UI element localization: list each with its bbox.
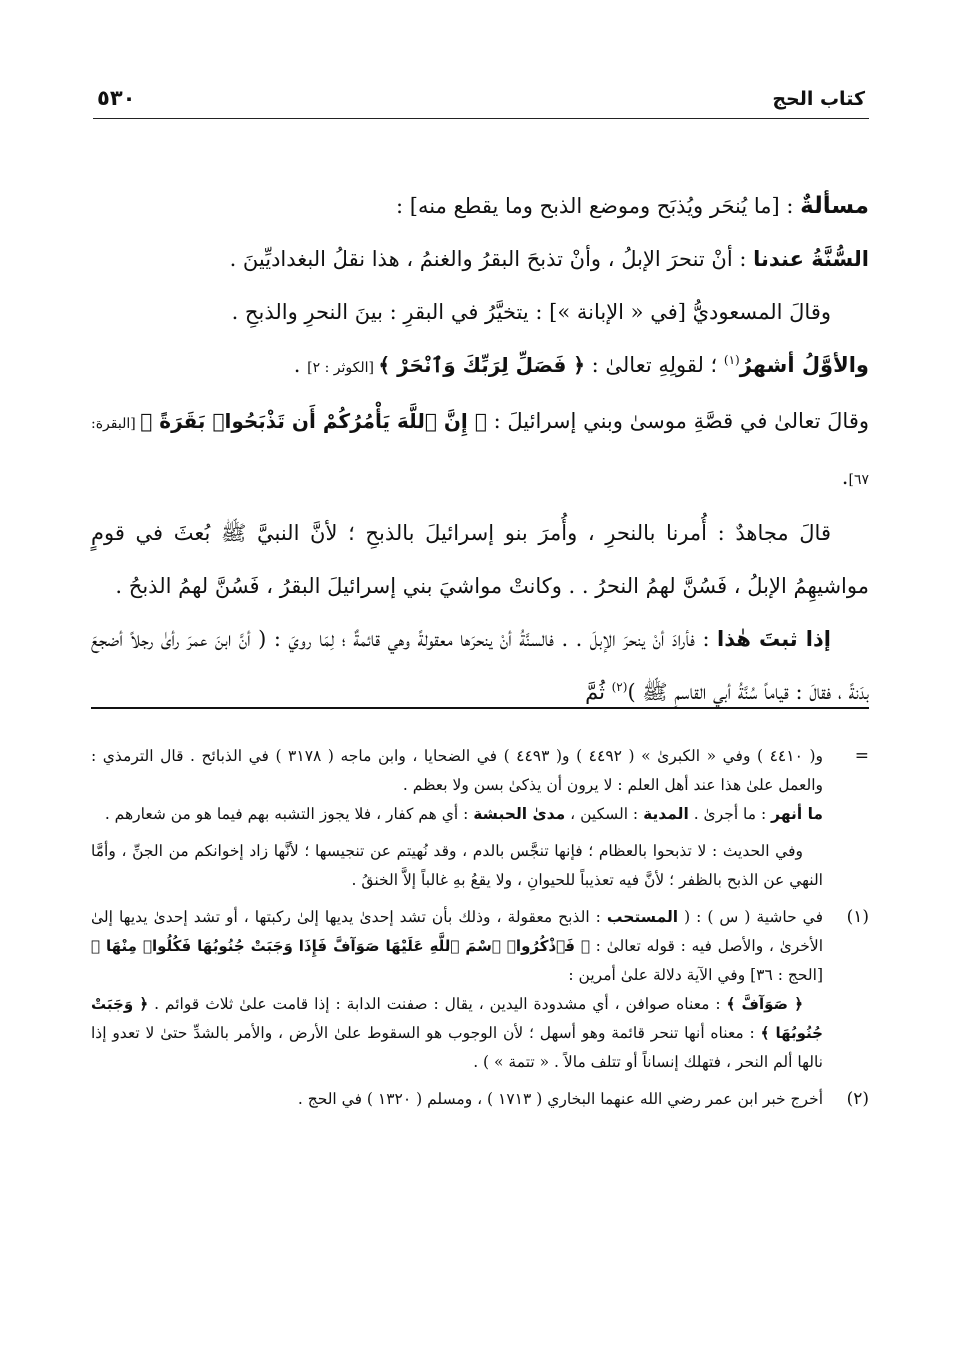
footnote-1-explanation	[91, 990, 823, 1077]
ibn-umar-paragraph	[91, 613, 869, 719]
issue-title: : [ما يُنحَر ويُذبَح وموضع الذبح وما يقطع منه] :	[396, 194, 801, 218]
main-text	[91, 180, 869, 719]
footnote-separator	[91, 707, 869, 709]
footnote-text: : الذبح معقولة ، وذلك بأن تشد إحدىٰ يديها إلىٰ ركبتها ، أو تشد إحدىٰ يديها إلىٰ الأخرىٰ ، والأصل فيه : قوله تعالىٰ :	[91, 908, 823, 955]
ibn-umar-lead: إذا ثبتَ هٰذا	[717, 627, 831, 651]
mujahid-paragraph: قالَ مجاهدٌ : أُمرنا بالنحرِ ، وأُمرَ بنو إسرائيلَ بالذبحِ ؛ لأنَّ النبيَّ ﷺ بُعثَ في قومٍ مواشيهِمُ الإبلُ ، فَسُنَّ لهمُ النحرُ . . وكانتْ مواشيَ بني إسرائيلَ البقرُ ، فَسُنَّ لهمُ الذبحُ .	[91, 521, 869, 598]
glossary-term: مدىٰ الحبشة	[473, 805, 566, 823]
footnote-text: في حاشية ( س ) : (	[678, 908, 823, 926]
footnote-2	[91, 1085, 869, 1114]
footnote-text: : معناه صوافن ، أي مشدودة اليدين ، يقال : صفنت الدابة : إذا قامت علىٰ ثلاث قوائم .	[148, 995, 727, 1013]
footnote-2-text: أخرج خبر ابن عمر رضي الله عنهما البخاري ( ١٧١٣ ) ، ومسلم ( ١٣٢٠ ) في الحج .	[297, 1090, 823, 1108]
footnote-ref-2[interactable]: (٢)	[611, 680, 628, 694]
footnote-1	[91, 903, 869, 1077]
footnote-continuation	[91, 742, 869, 895]
glossary-definition: : أي هم كفار ، فلا يجوز التشبه بهم فيما هو من شعارهم .	[104, 805, 474, 823]
ibn-umar-text: : فأرادَ أنْ ينحرَ الإبلَ . . فالسنَّةُ أنْ ينحرَها معقولةً وهي قائمةٌ ؛ لِمَا رويَ : ( أنَّ ابنَ عمرَ رأىٰ رجلاً أضجعَ بدَنةً ، فقالَ : قياماً سُنَّةُ أبي القاسمِ ﷺ )	[91, 627, 869, 704]
issue-heading-paragraph	[91, 180, 869, 233]
sunna-text: : أنْ تنحرَ الإبلُ ، وأنْ تذبحَ البقرُ والغنمُ ، هذا نقلُ البغداديِّينَ .	[229, 247, 754, 271]
ibn-umar-end: ثُمَّ	[585, 680, 612, 704]
quran-phrase-wajabat: ﴿ وَجَبَتْ جُنُوبُهَا ﴾	[91, 995, 823, 1042]
page-number: ٥٣٠	[97, 86, 136, 110]
running-title: كتاب الحج	[772, 88, 865, 110]
musa-text: وقالَ تعالىٰ في قصَّةِ موسىٰ وبني إسرائيلَ :	[486, 409, 869, 433]
verse-reference-hajj: [الحج : ٣٦]	[750, 966, 823, 984]
quran-verse-baqara: ﴿ إِنَّ ٱللَّهَ يَأْمُرُكُمْ أَن تَذْبَحُوا۟ بَقَرَةً ﴾	[140, 409, 487, 433]
glossary-term: المدية	[643, 805, 689, 823]
glossary-term: ما أنهر	[771, 805, 823, 823]
sentence-end: .	[841, 465, 849, 489]
sunna-lead: السُّنَّةُ عندنا	[753, 247, 869, 271]
footnote-ref-1[interactable]: (١)	[723, 353, 740, 367]
issue-heading: مسألةٌ	[800, 193, 869, 219]
sunna-paragraph	[91, 233, 869, 286]
footnote-1-marker: (١)	[846, 907, 869, 927]
footnote-2-marker: (٢)	[846, 1089, 869, 1109]
verse-reference-kawthar: [الكوثر : ٢]	[307, 360, 379, 376]
masudi-paragraph: وقالَ المسعوديُّ [في « الإبانة »] : يتخيَّرُ في البقرِ : بينَ النحرِ والذبحِ .	[231, 300, 831, 324]
continuation-marker: =	[854, 746, 869, 766]
first-opinion-text: ؛ لقولِهِ تعالىٰ :	[584, 353, 724, 377]
footnote-term: المستحب	[606, 908, 679, 926]
verse-reference-baqara: [البقرة: ٦٧]	[91, 416, 869, 488]
musa-paragraph	[91, 395, 869, 507]
footnote-text: : معناه أنها تنحر قائمة وهو أسهل ؛ لأن الوجوب هو السقوط علىٰ الأرض ، والأمر بالشدِّ حتىٰ لا تعدو إذا نالها ألم النحر ، فتهلك إنساناً أو تتلف مالاً . « تتمة » ) .	[91, 1024, 823, 1071]
quran-verse-hajj: ﴿ فَٱذْكُرُوا۟ ٱسْمَ ٱللَّهِ عَلَيْهَا صَوَآفَّ فَإِذَا وَجَبَتْ جُنُوبُهَا فَكُلُوا۟ مِنْهَا ﴾	[91, 937, 590, 955]
quran-verse-kawthar: ﴿ فَصَلِّ لِرَبِّكَ وَٱنْحَرْ ﴾	[378, 353, 585, 377]
continuation-text: و( ٤٤١٠ ) وفي « الكبرىٰ » ( ٤٤٩٢ ) و( ٤٤٩٣ ) في الضحايا ، وابن ماجه ( ٣١٧٨ ) في الذبائح . قال الترمذي : والعمل علىٰ هذا عند أهل العلم : لا يرون أن يذكىٰ بسن ولا بعظم .	[91, 747, 823, 794]
glossary-definition: : السكين ،	[565, 805, 644, 823]
first-opinion-lead: والأوَّلُ أشهرُ	[739, 353, 869, 377]
sentence-end: .	[293, 353, 308, 377]
first-opinion-paragraph	[91, 339, 869, 395]
glossary-text	[91, 800, 823, 829]
glossary-definition: : ما أجرىٰ .	[688, 805, 772, 823]
quran-word-sawaf: ﴿ صَوَآفَّ ﴾	[726, 995, 803, 1013]
page-header	[93, 84, 869, 119]
hadith-commentary: وفي الحديث : لا تذبحوا بالعظام ؛ فإنها تنجَّس بالدم ، وقد نُهيتم عن تنجيسها ؛ لأنَّها زاد إخوانكم من الجنِّ ، وأمَّا النهي عن الذبح بالظفر ؛ لأنَّ فيه تعذيباً للحيوانِ ، ولا يقعُ بهِ غالباً إلاَّ الخنقُ .	[91, 842, 823, 889]
footnote-1-text	[91, 903, 823, 990]
footnotes	[91, 742, 869, 1114]
footnote-text: وفي الآية دلالة علىٰ أمرين :	[568, 966, 751, 984]
